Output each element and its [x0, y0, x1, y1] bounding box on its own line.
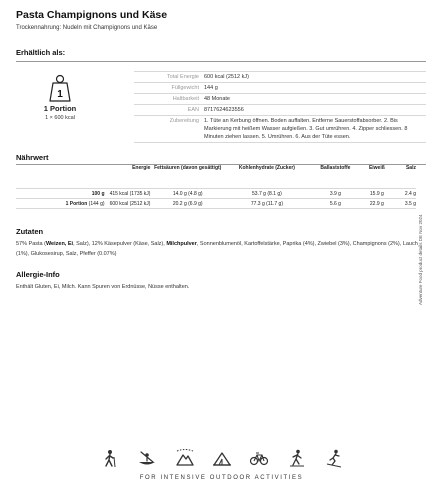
nutrition-table	[16, 165, 416, 209]
availability-header: Erhältlich als:	[16, 48, 66, 57]
nutrition-header: Nährwert	[16, 153, 49, 162]
portion-subtitle: 1 × 600 kcal	[45, 115, 75, 121]
availability-divider	[16, 61, 426, 62]
allergen-highlight: Milchpulver	[166, 241, 197, 247]
tent-icon	[212, 448, 232, 468]
info-key: Füllgewicht	[171, 85, 199, 91]
info-value: 144 g	[204, 85, 218, 91]
info-row-energy	[134, 71, 426, 82]
nutrition-col-header: Eiweiß	[368, 165, 385, 171]
nutrition-col-header: Fettsäuren (davon gesättigt)	[154, 165, 222, 171]
allergy-header: Allergie-Info	[16, 270, 60, 279]
document-side-note: Adventure Food product details DE Nov 2024	[418, 214, 423, 305]
nutrition-row-portion	[16, 198, 416, 209]
hiker-icon	[100, 448, 120, 468]
info-row-shelf-life	[134, 93, 426, 104]
ingredients-part: , Sonnenblumenöl, Kartoffelstärke, Paprika (4%), Zwiebel (3%), Champignons (2%), Lauch (1%), Glukosesirup, Salz, Pfeffer (0.07%)	[16, 241, 418, 257]
ingredients-part: , Salz), 12% Käsepulver (Käse, Salz),	[73, 241, 167, 247]
product-info-table	[134, 71, 426, 143]
info-value: 8717624623556	[204, 107, 244, 113]
nutrition-row-unit: (144 g)	[88, 200, 105, 207]
skier-icon	[324, 448, 344, 468]
portion-pack-icon	[47, 74, 73, 102]
nutrition-cell: 2.4 g	[404, 190, 416, 197]
activity-icons	[100, 446, 344, 470]
info-value: 48 Monate	[204, 96, 230, 102]
nutrition-cell: 20.2 g (6.9 g)	[172, 200, 203, 207]
cross-country-skier-icon	[287, 448, 307, 468]
info-row-weight	[134, 82, 426, 93]
ingredients-header: Zutaten	[16, 227, 44, 236]
bicycle-icon	[249, 448, 269, 468]
portion-title: 1 Portion	[43, 104, 77, 113]
nutrition-cell: 3.9 g	[329, 190, 341, 197]
ingredients-part: 57% Pasta (	[16, 241, 46, 247]
nutrition-header-row	[16, 165, 416, 188]
nutrition-cell: 3.5 g	[404, 200, 416, 207]
product-title: Pasta Champignons und Käse	[16, 9, 168, 21]
footer-tagline: FOR INTENSIVE OUTDOOR ACTIVITIES	[139, 475, 304, 481]
info-value: 1. Tüte an Kerbung öffnen. Boden auffalten. Entferne Sauerstoffabsorber. 2. Bis Markierung mit heißem Wasser aufgießen. 3. Gut umrühren. 4. Zipper schliessen. 8 Minuten ziehen lassen. 5. Umrühren. 6. Aus der Tüte essen.	[204, 118, 408, 140]
product-subtitle: Trockennahrung: Nudeln mit Champignons und Käse	[16, 25, 158, 31]
info-key: Haltbarkeit	[172, 96, 199, 102]
nutrition-cell: 14.0 g (4.8 g)	[172, 190, 203, 197]
info-row-ean	[134, 104, 426, 115]
info-key: Total Energie	[166, 74, 199, 80]
nutrition-cell: 22.9 g	[369, 200, 384, 207]
info-row-preparation	[134, 115, 426, 143]
nutrition-row-label: 1 Portion	[65, 200, 88, 207]
ingredients-text	[16, 239, 426, 259]
nutrition-cell: 53.7 g (8.1 g)	[252, 190, 282, 197]
nutrition-cell: 5.6 g	[329, 200, 341, 207]
info-key: EAN	[187, 107, 199, 113]
mountain-icon	[175, 448, 195, 468]
info-value: 600 kcal (2512 kJ)	[204, 74, 249, 80]
allergen-highlight: Weizen, Ei	[45, 241, 74, 247]
nutrition-col-header: Energie	[132, 165, 151, 171]
nutrition-cell: 600 kcal (2512 kJ)	[109, 200, 151, 207]
canoe-icon	[137, 448, 157, 468]
info-key: Zubereitung	[169, 118, 199, 124]
nutrition-cell: 415 kcal (1735 kJ)	[109, 190, 151, 197]
nutrition-col-header: Kohlenhydrate (Zucker)	[238, 165, 295, 171]
nutrition-cell: 15.9 g	[369, 190, 384, 197]
nutrition-row-100g	[16, 188, 416, 198]
nutrition-col-header: Ballaststoffe	[320, 165, 351, 171]
nutrition-row-label: 100 g	[91, 190, 105, 197]
nutrition-cell: 77.3 g (11.7 g)	[250, 200, 283, 207]
nutrition-col-header: Salz	[405, 165, 416, 171]
allergy-text: Enthält Gluten, Ei, Milch. Kann Spuren von Erdnüsse, Nüsse enthalten.	[16, 284, 190, 290]
portion-icon-number: 1	[57, 89, 63, 100]
